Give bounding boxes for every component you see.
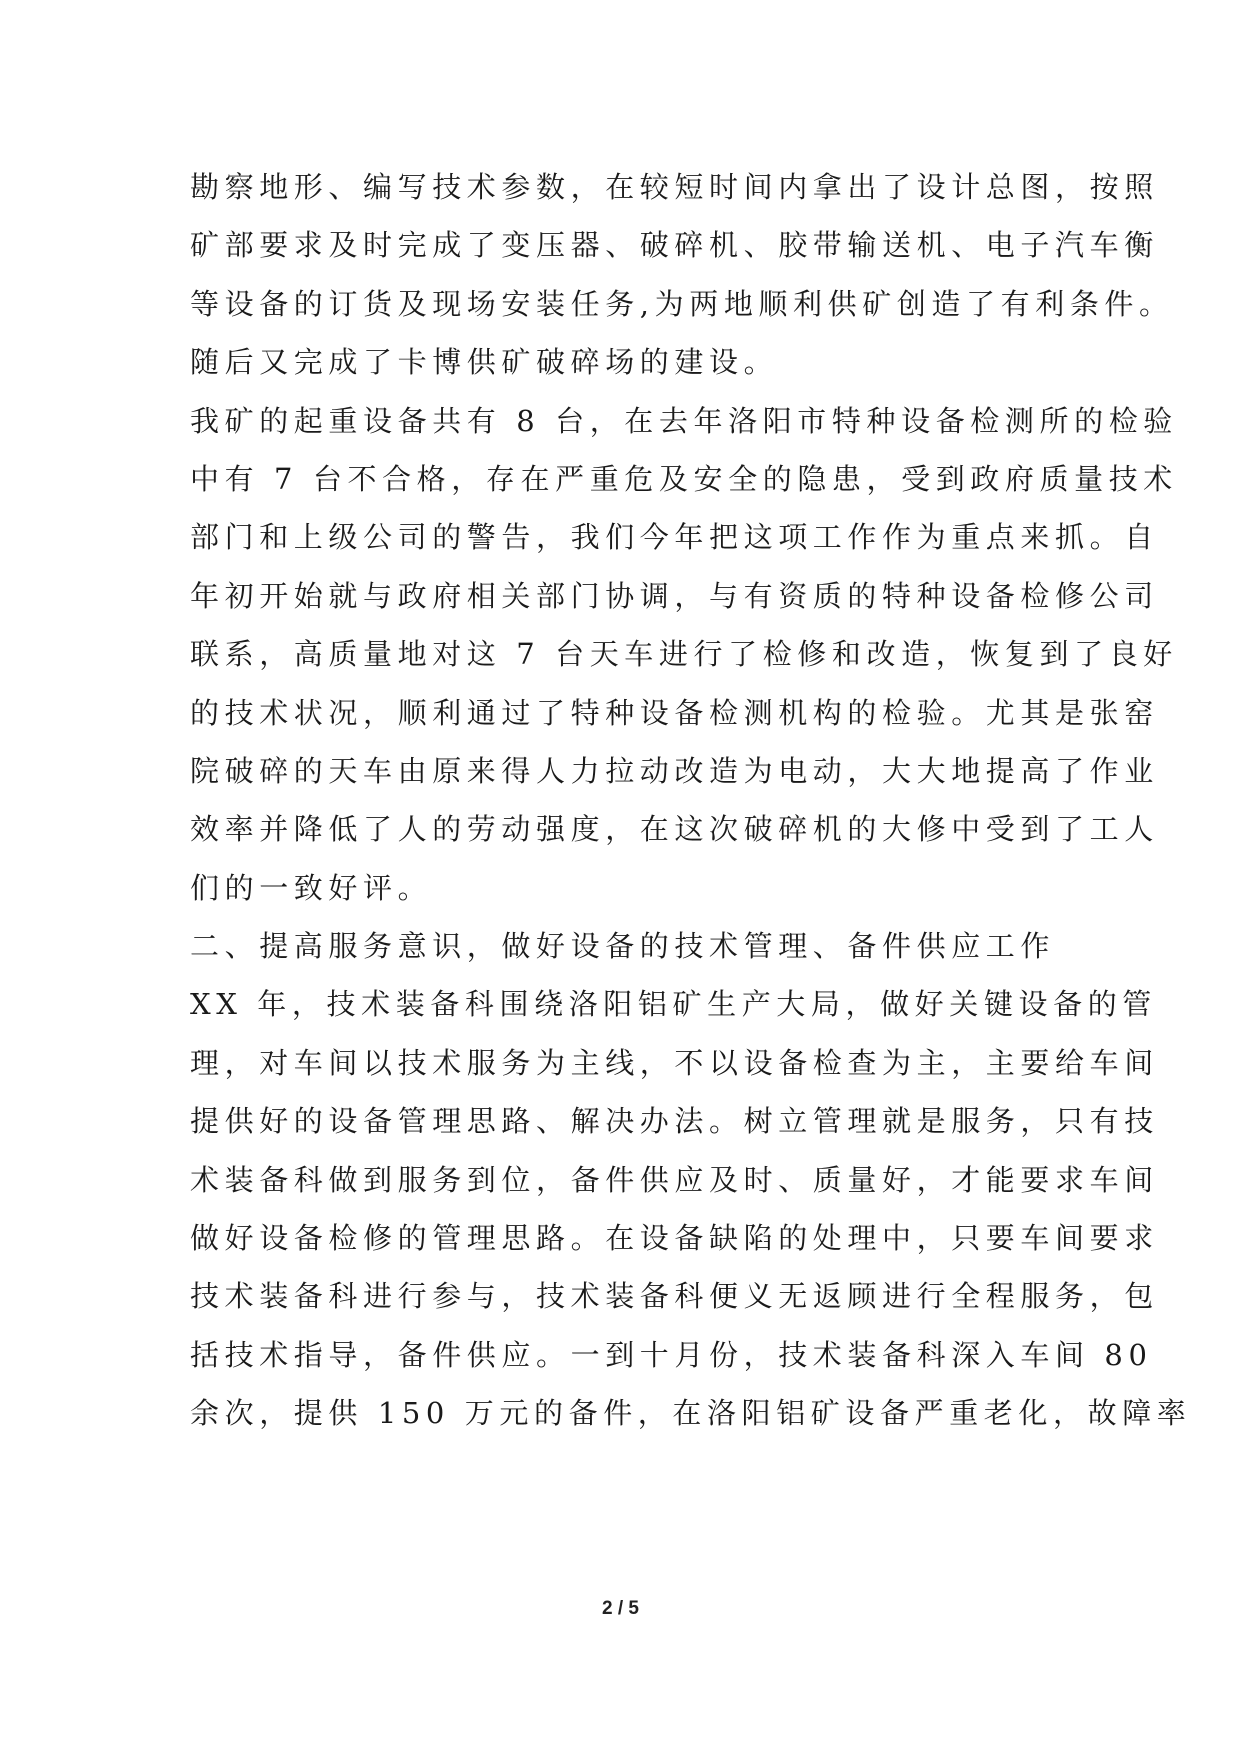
- section-heading: 二、提高服务意识，做好设备的技术管理、备件供应工作: [190, 929, 1056, 964]
- text-line: 效率并降低了人的劳动强度，在这次破碎机的大修中受到了工人: [190, 812, 1159, 847]
- text-line: 部门和上级公司的警告，我们今年把这项工作作为重点来抓。自: [190, 520, 1159, 555]
- text-line: 年初开始就与政府相关部门协调，与有资质的特种设备检修公司: [190, 578, 1159, 613]
- text-line: 括技术指导，备件供应。一到十月份，技术装备科深入车间 80: [190, 1337, 1153, 1372]
- text-line: 随后又完成了卡博供矿破碎场的建设。: [190, 345, 779, 380]
- text-line: 的技术状况，顺利通过了特种设备检测机构的检验。尤其是张窑: [190, 695, 1159, 730]
- text-line: 联系，高质量地对这 7 台天车进行了检修和改造，恢复到了良好: [190, 637, 1178, 672]
- text-line: 理，对车间以技术服务为主线，不以设备检查为主，主要给车间: [190, 1045, 1159, 1080]
- text-line: 中有 7 台不合格，存在严重危及安全的隐患，受到政府质量技术: [190, 461, 1178, 496]
- text-line: 提供好的设备管理思路、解决办法。树立管理就是服务，只有技: [190, 1104, 1159, 1139]
- page-number: 2 / 5: [602, 1598, 639, 1619]
- text-line: 矿部要求及时完成了变压器、破碎机、胶带输送机、电子汽车衡: [190, 228, 1159, 263]
- text-line: 余次，提供 150 万元的备件，在洛阳铝矿设备严重老化，故障率: [190, 1396, 1192, 1431]
- text-line: 做好设备检修的管理思路。在设备缺陷的处理中，只要车间要求: [190, 1221, 1159, 1256]
- text-line: 院破碎的天车由原来得人力拉动改造为电动，大大地提高了作业: [190, 753, 1159, 788]
- text-line: 技术装备科进行参与，技术装备科便义无返顾进行全程服务，包: [190, 1279, 1159, 1314]
- body-text: [190, 158, 1192, 1443]
- text-line: XX 年，技术装备科围绕洛阳铝矿生产大局，做好关键设备的管: [190, 987, 1157, 1022]
- text-line: 我矿的起重设备共有 8 台，在去年洛阳市特种设备检测所的检验: [190, 403, 1178, 438]
- text-line: 们的一致好评。: [190, 870, 433, 905]
- text-line: 等设备的订货及现场安装任务,为两地顺利供矿创造了有利条件。: [190, 286, 1174, 321]
- text-line: 勘察地形、编写技术参数，在较短时间内拿出了设计总图，按照: [190, 170, 1159, 204]
- text-line: 术装备科做到服务到位，备件供应及时、质量好，才能要求车间: [190, 1162, 1159, 1197]
